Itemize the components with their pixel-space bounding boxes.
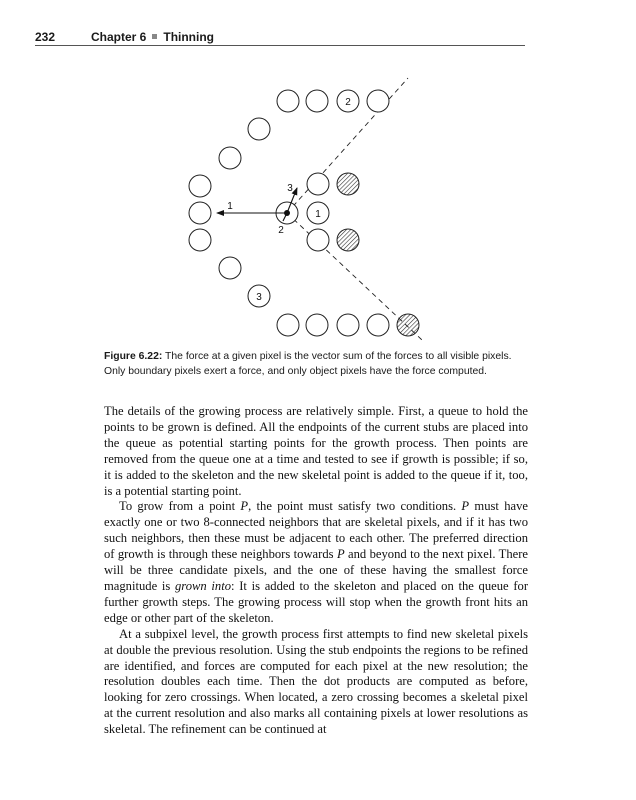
- hatched-pixel: [337, 229, 359, 251]
- caption-text: The force at a given pixel is the vector sum of the forces to all visible pixels. Only boundary pixels exert a force, and only object pixels have the force computed.: [104, 351, 512, 377]
- paragraph-1: The details of the growing process are relatively simple. First, a queue to hold the points to be grown is defined. All the endpoints of the current stubs are placed into the queue as potential starting points for the growth process. Then points are removed from the queue one at a time and tested to see if growth is possible; if so, it is added to the skeleton and the new skeletal point is added to the queue if it, too, is a potential starting point.: [104, 404, 528, 498]
- caption-label: Figure 6.22:: [104, 351, 163, 362]
- boundary-pixel: [337, 314, 359, 336]
- force-diagram: [170, 62, 440, 347]
- p2-text-c: must have exactly one or two 8-connected neighbors that are skeletal pixels, and if it has two such neighbors, then these must be adjacent to each other. The preferred direction of growth is through these neighbors towards: [104, 499, 528, 562]
- separator-square: [152, 34, 157, 39]
- boundary-pixel: [219, 147, 241, 169]
- label-arrow-3: 3: [287, 183, 293, 194]
- hatched-pixel: [337, 173, 359, 195]
- boundary-pixel: [277, 314, 299, 336]
- emphasis-grown-into: grown into: [174, 578, 231, 593]
- boundary-pixel: [306, 314, 328, 336]
- boundary-pixel: [189, 202, 211, 224]
- label-lower-left: 3: [256, 292, 262, 303]
- object-pixel: [307, 229, 329, 251]
- p2-text-a: To grow from a point: [119, 499, 241, 514]
- p2-text-e: : It is added to the skeleton and placed on the queue for further growth steps. The growing process will stop when the growth front hits an edge or other part of the skeleton.: [104, 578, 529, 625]
- chapter-heading: [91, 30, 214, 44]
- force-diagram-svg: [170, 62, 440, 347]
- page-number: 232: [35, 30, 56, 44]
- label-arrow-1: 1: [227, 201, 233, 212]
- label-center-right: 1: [315, 209, 321, 220]
- boundary-pixel: [248, 118, 270, 140]
- var-p: P: [336, 547, 345, 562]
- hatched-pixel: [397, 314, 419, 336]
- chapter-title: Thinning: [163, 30, 215, 44]
- point-p: [284, 210, 290, 216]
- p2-text-d: and beyond to the next pixel. There will be three candidate pixels, and the one of these having the smallest force magnitude is: [104, 547, 528, 593]
- boundary-pixel: [306, 90, 328, 112]
- boundary-pixel: [277, 90, 299, 112]
- paragraph-2: [104, 499, 528, 626]
- p2-text-b: , the point must satisfy two conditions.: [248, 499, 462, 514]
- body-text: [104, 404, 528, 738]
- running-header: [35, 30, 525, 46]
- chapter-label: Chapter 6: [91, 30, 147, 44]
- var-p: P: [461, 499, 470, 514]
- boundary-pixel: [367, 90, 389, 112]
- header-rule: [35, 45, 525, 46]
- boundary-pixel: [189, 229, 211, 251]
- figure-caption: [104, 349, 528, 379]
- var-p: P: [240, 499, 249, 514]
- boundary-pixel: [189, 175, 211, 197]
- boundary-pixel: [367, 314, 389, 336]
- object-pixel: [307, 173, 329, 195]
- boundary-pixel: [219, 257, 241, 279]
- label-top-circle: 2: [345, 97, 351, 108]
- label-arrow-2: 2: [278, 225, 284, 236]
- paragraph-3: At a subpixel level, the growth process first attempts to find new skeletal pixels at double the previous resolution. Using the stub endpoints the regions to be refined are identified, and forces are computed for each pixel at the new resolution; the resolution doubles each time. Then the dot products are computed as before, looking for zero crossings. When located, a zero crossing becomes a skeletal pixel at the current resolution and also marks all containing pixels at lower resolutions as skeletal. The refinement can be continued at: [104, 626, 528, 737]
